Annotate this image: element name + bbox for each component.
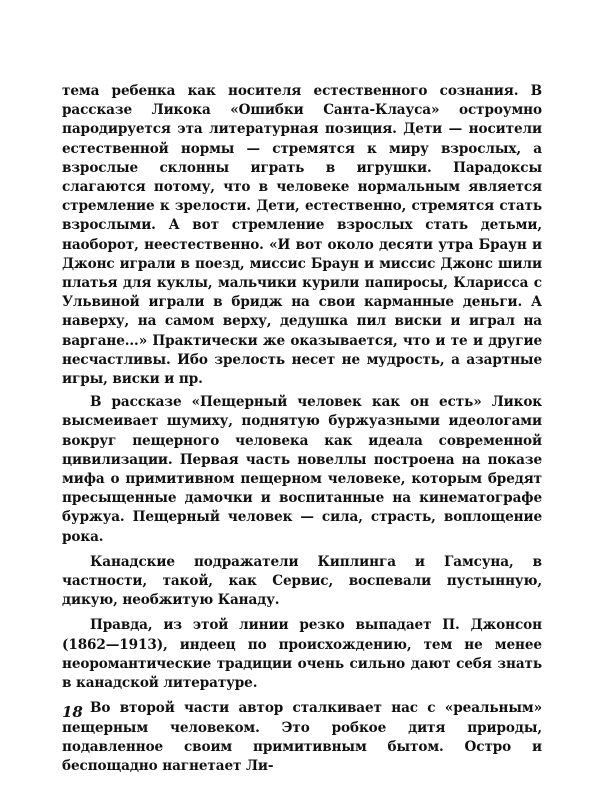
paragraph-5: Во второй части автор сталкивает нас с «реальным» пещерным человеком. Это робкое дитя природы, подавленное своим примитивным бытом. Остро и беспощадно нагнетает Ли- bbox=[62, 700, 542, 774]
paragraph-3: Канадские подражатели Киплинга и Гамсуна, в частности, такой, как Сервис, воспевали пустынную, дикую, необжитую Канаду. bbox=[62, 553, 542, 609]
paragraph-1: тема ребенка как носителя естественного сознания. В рассказе Ликока «Ошибки Санта-Клауса» остроумно пародируется эта литературная позиция. Дети — носители естественной нормы — стремятся к миру взрослых, а взрослые склонны играть в игрушки. Парадоксы слагаются потому, что в человеке нормальным является стремление к зрелости. Дети, естественно, стремятся стать взрослыми. А вот стремление взрослых стать детьми, наоборот, неестественно. «И вот около десяти утра Браун и Джонс играли в поезд, миссис Браун и миссис Джонс шили платья для куклы, мальчики курили папиросы, Кларисса с Ульвиной играли в бридж на свои карманные деньги. А наверху, на самом верху, дедушка пил виски и играл на варгане...» Практически же оказывается, что и те и другие несчастливы. Ибо зрелость несет не мудрость, а азартные игры, виски и пр. bbox=[62, 83, 542, 388]
paragraph-2: В рассказе «Пещерный человек как он есть» Ликок высмеивает шумиху, поднятую буржуазными идеологами вокруг пещерного человека как идеала современной цивилизации. Первая часть новеллы построена на показе мифа о примитивном пещерном человеке, которым бредят пресыщенные дамочки и воспитанные на кинематографе буржуа. Пещерный человек — сила, страсть, воплощение рока. bbox=[62, 394, 542, 545]
paragraph-4: Правда, из этой линии резко выпадает П. Джонсон (1862—1913), индеец по происхождению, тем не менее неоромантические традиции очень сильно дают себя знать в канадской литературе. bbox=[62, 617, 542, 692]
page-number: 18 bbox=[62, 703, 83, 721]
page-body bbox=[62, 82, 542, 776]
